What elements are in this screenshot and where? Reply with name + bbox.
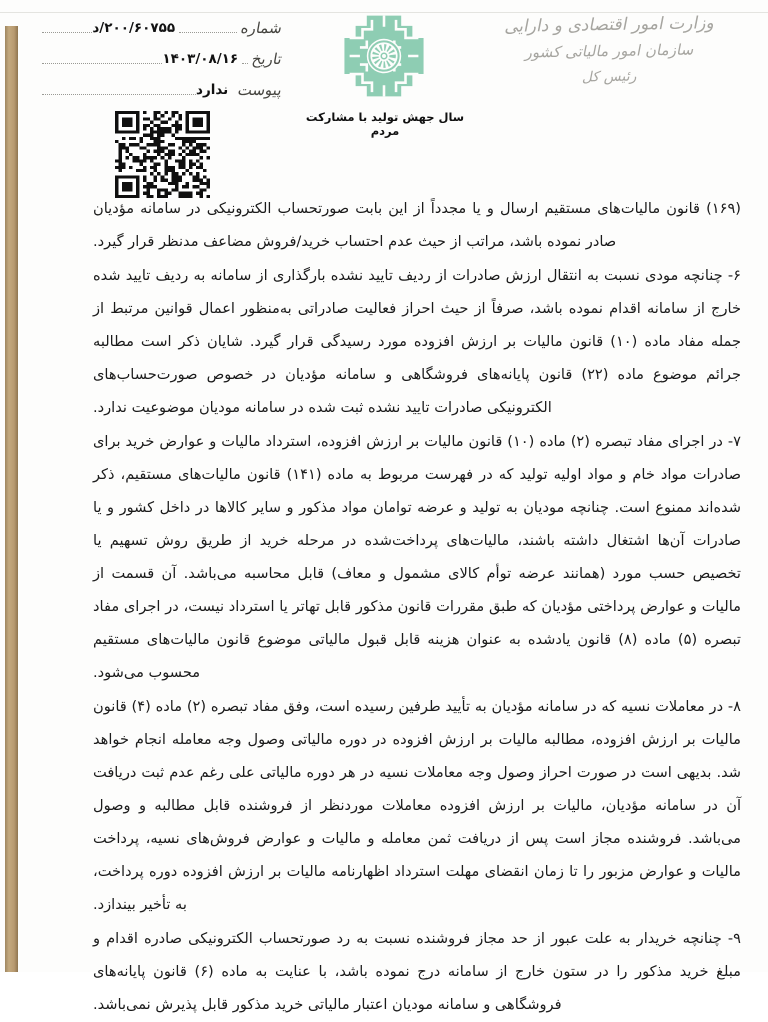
paragraph-item-8: ۸- در معاملات نسیه که در سامانه مؤدیان به تأیید طرفین رسیده است، وفق مفاد تبصره (۲) ماده (۴) قانون مالیات بر ارزش افزوده، مطالبه مالیات بر ارزش افزوده در دوره مالیاتی وصول وجه معامله انجام خواهد شد. بدیهی است در صورت احراز وصول وجه معاملات نسیه در هر دوره مالیاتی علی رغم عدم ثبت دریافت آن در سامانه مؤدیان، مالیات بر ارزش افزوده معاملات موردنظر از فروشنده قابل مطالبه و وصول می‌باشد. فروشنده مجاز است پس از دریافت ثمن معامله و مالیات و عوارض فروش‌های نسیه، پرداخت مالیات و عوارض مزبور را تا زمان انقضای مهلت استرداد اظهارنامه مالیات بر ارزش افزوده دوره پرداخت، به تأخیر بیندازد.: [93, 698, 741, 913]
paragraph-item-6: ۶- چنانچه مودی نسبت به انتقال ارزش صادرات از ردیف تایید نشده بارگذاری از سامانه به ردیف تایید شده خارج از سامانه اقدام نموده باشد، صرفاً از حیث احراز فعالیت صادراتی به‌منظور اعمال قوانین مرتبط از جمله مفاد ماده (۱۰) قانون مالیات بر ارزش افزوده مورد رسیدگی قرار گیرد. شایان ذکر است مطالبه جرائم موضوع ماده (۲۲) قانون پایانه‌های فروشگاهی و سامانه مؤدیان در خصوص صورت‌حساب‌های الکترونیکی صادرات تایید نشده ثبت شده در سامانه مودیان موضوعیت ندارد.: [93, 267, 742, 416]
number-value: ۲۰۰/۶۰۷۵۵/د: [92, 20, 176, 36]
date-label: تاریخ: [250, 50, 284, 68]
paragraph-article-169: (۱۶۹) قانون مالیات‌های مستقیم ارسال و یا مجدداً از این بابت صورتحساب الکترونیکی در سامانه مؤدیان صادر نموده باشد، مراتب از حیث عدم احتساب خرید/فروش مضاعف مدنظر قرار گیرد.: [93, 200, 741, 250]
letterhead-role: رئیس کل: [581, 68, 639, 86]
scan-side-strip: [5, 26, 18, 972]
letterhead-organization: سازمان امور مالیاتی کشور: [523, 40, 697, 62]
letter-meta-fields: [42, 14, 282, 107]
letterhead-ministry: وزارت امور اقتصادی و دارایی: [503, 13, 717, 37]
qr-code: [115, 111, 210, 198]
attachment-field-row: [42, 76, 282, 100]
date-value: ۱۴۰۳/۰۸/۱۶: [162, 51, 239, 67]
paragraph-item-9: ۹- چنانچه خریدار به علت عبور از حد مجاز فروشنده نسبت به رد صورتحساب الکترونیکی صادره اقدام و مبلغ خرید مذکور را در ستون خارج از سامانه درج نموده باشد، با عنایت به ماده (۶) قانون پایانه‌های فروشگاهی و سامانه مودیان اعتبار مالیاتی خرید مذکور قابل پذیرش نمی‌باشد.: [93, 930, 741, 1013]
date-field-row: [42, 45, 282, 69]
inta-emblem-icon: [341, 8, 427, 104]
year-slogan: سال جهش تولید با مشارکت مردم: [305, 110, 465, 138]
number-label: شماره: [239, 19, 284, 37]
letter-body: [93, 192, 741, 1022]
letterhead: [470, 12, 750, 90]
attachment-label: پیوست: [236, 81, 284, 99]
attachment-value: ندارد: [196, 82, 229, 98]
paragraph-item-7: ۷- در اجرای مفاد تبصره (۲) ماده (۱۰) قانون مالیات بر ارزش افزوده، استرداد مالیات و عوارض خرید برای صادرات مواد خام و مواد اولیه تولید که در فهرست مربوط به ماده (۱۴۱) قانون مالیات‌های مستقیم، ذکر شده‌اند ممنوع است. چنانچه مودیان به تولید و عرضه توامان مواد مذکور و سایر کالاها در داخل کشور و یا صادرات آن‌ها اشتغال داشته باشند، مالیات‌های پرداخت‌شده در مرحله خرید از طریق روش تسهیم یا تخصیص حسب مورد (همانند عرضه توأم کالای مشمول و معاف) قابل محاسبه می‌باشد. آن قسمت از مالیات و عوارض پرداختی مؤدیان که طبق مقررات قانون مذکور قابل تهاتر یا استرداد نیست، در اجرای مفاد تبصره (۵) ماده (۸) قانون یادشده به عنوان هزینه قابل قبول مالیاتی موضوع قانون مالیات‌های مستقیم محسوب می‌شود.: [93, 433, 741, 681]
number-field-row: [42, 14, 282, 38]
